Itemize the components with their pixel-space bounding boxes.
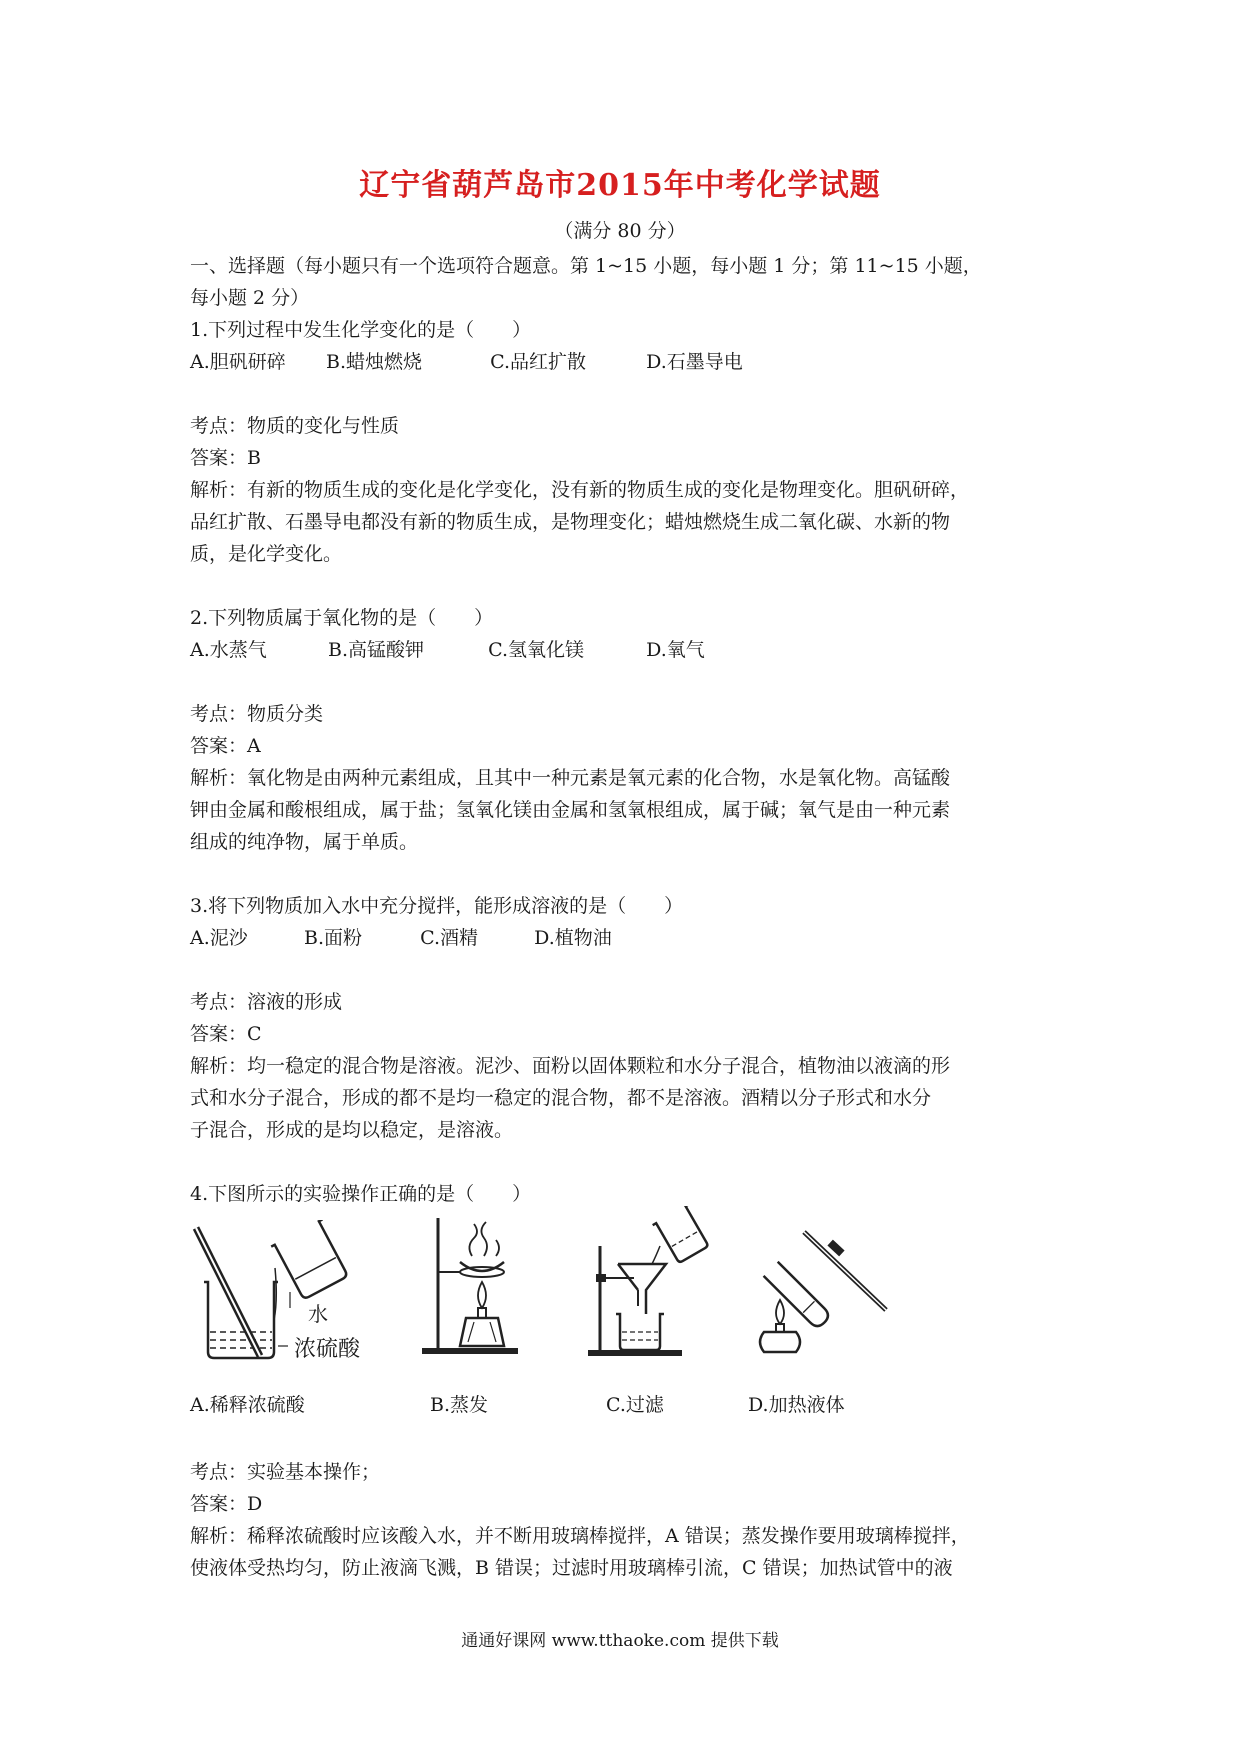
section-header-cont: 每小题 2 分） [190,287,310,309]
figure-label-water: 水 [308,1302,328,1326]
question-2-answer: 答案：A [190,735,261,757]
q1-option-a: A.胆矾研碎 [190,351,286,373]
figure-filtration [586,1206,721,1361]
q2-option-d: D.氧气 [646,639,705,661]
q3-option-a: A.泥沙 [190,927,248,949]
figure-dilute-acid [190,1220,370,1365]
question-1-stem: 1.下列过程中发生化学变化的是（ ） [190,319,532,341]
question-2-analysis-2: 钾由金属和酸根组成，属于盐；氢氧化镁由金属和氢氧根组成，属于碱；氧气是由一种元素 [190,799,951,821]
q3-option-b: B.面粉 [304,927,363,949]
question-1-analysis-3: 质，是化学变化。 [190,543,343,565]
question-1-analysis-2: 品红扩散、石墨导电都没有新的物质生成，是物理变化；蜡烛燃烧生成二氧化碳、水新的物 [190,511,951,533]
question-3-point: 考点：溶液的形成 [190,991,343,1013]
question-3-analysis-1: 解析：均一稳定的混合物是溶液。泥沙、面粉以固体颗粒和水分子混合，植物油以液滴的形 [190,1055,951,1077]
q2-option-a: A.水蒸气 [190,639,267,661]
question-3-analysis-3: 子混合，形成的是均以稳定，是溶液。 [190,1119,514,1141]
question-1-analysis-1: 解析：有新的物质生成的变化是化学变化，没有新的物质生成的变化是物理变化。胆矾研碎， [190,479,970,501]
question-2-stem: 2.下列物质属于氧化物的是（ ） [190,607,494,629]
question-4-analysis-1: 解析：稀释浓硫酸时应该酸入水，并不断用玻璃棒搅拌，A 错误；蒸发操作要用玻璃棒搅拌， [190,1525,970,1547]
q1-option-c: C.品红扩散 [490,351,586,373]
question-3-stem: 3.将下列物质加入水中充分搅拌，能形成溶液的是（ ） [190,895,684,917]
figure-caption-d: D.加热液体 [748,1394,845,1416]
figure-caption-c: C.过滤 [606,1394,664,1416]
figure-label-acid: 浓硫酸 [294,1337,361,1362]
question-1-point: 考点：物质的变化与性质 [190,415,400,437]
question-2-options [190,634,1070,666]
q1-option-d: D.石墨导电 [646,351,743,373]
q3-option-d: D.植物油 [534,927,612,949]
section-header: 一、选择题（每小题只有一个选项符合题意。第 1~15 小题，每小题 1 分；第 11~15 小题， [190,255,982,277]
question-4-stem: 4.下图所示的实验操作正确的是（ ） [190,1183,532,1205]
q3-option-c: C.酒精 [420,927,478,949]
question-2-analysis-1: 解析：氧化物是由两种元素组成，且其中一种元素是氧元素的化合物，水是氧化物。高锰酸 [190,767,951,789]
q1-option-b: B.蜡烛燃烧 [326,351,423,373]
question-4-answer: 答案：D [190,1493,263,1515]
question-4-analysis-2: 使液体受热均匀，防止液滴飞溅，B 错误；过滤时用玻璃棒引流，C 错误；加热试管中的液 [190,1557,953,1579]
question-1-options [190,346,1070,378]
download-footer: 通通好课网 www.tthaoke.com 提供下载 [461,1631,779,1651]
question-4-point: 考点：实验基本操作； [190,1461,381,1483]
q2-option-b: B.高锰酸钾 [328,639,425,661]
full-score-note: （满分 80 分） [554,220,686,242]
question-1-answer: 答案：B [190,447,261,469]
question-3-answer: 答案：C [190,1023,262,1045]
figure-caption-b: B.蒸发 [430,1394,489,1416]
question-3-analysis-2: 式和水分子混合，形成的都不是均一稳定的混合物，都不是溶液。酒精以分子形式和水分 [190,1087,932,1109]
q2-option-c: C.氢氧化镁 [488,639,584,661]
figure-heating-liquid [746,1220,896,1360]
figure-caption-a: A.稀释浓硫酸 [190,1394,305,1416]
question-2-point: 考点：物质分类 [190,703,324,725]
figure-evaporation [418,1210,528,1360]
question-3-options [190,922,1070,954]
question-2-analysis-3: 组成的纯净物，属于单质。 [190,831,419,853]
page-title: 辽宁省葫芦岛市2015年中考化学试题 [359,168,881,203]
